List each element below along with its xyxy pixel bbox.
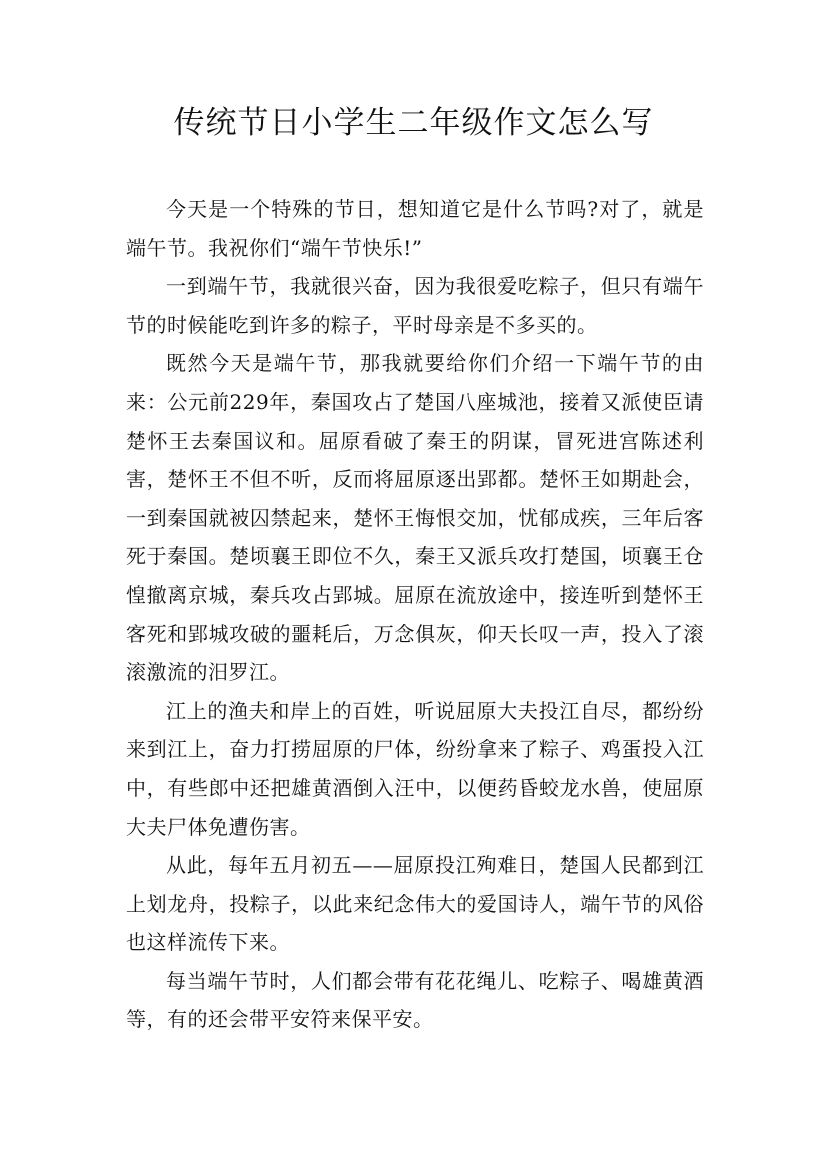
paragraph-4: 江上的渔夫和岸上的百姓，听说屈原大夫投江自尽，都纷纷来到江上，奋力打捞屈原的尸体，纷纷拿来了粽子、鸡蛋投入江中，有些郎中还把雄黄酒倒入汪中，以便药昏蛟龙水兽，使屈原大夫尸体免遭伤害。 <box>126 698 704 839</box>
document-body <box>126 190 704 1039</box>
document-title: 传统节日小学生二年级作文怎么写 <box>173 105 654 141</box>
paragraph-6: 每当端午节时，人们都会带有花花绳儿、吃粽子、喝雄黄酒等，有的还会带平安符来保平安。 <box>126 968 704 1032</box>
paragraph-2: 一到端午节，我就很兴奋，因为我很爱吃粽子，但只有端午节的时候能吃到许多的粽子，平时母亲是不多买的。 <box>126 274 704 337</box>
paragraph-3: 既然今天是端午节，那我就要给你们介绍一下端午节的由来：公元前229年，秦国攻占了楚国八座城池，接着又派使臣请楚怀王去秦国议和。屈原看破了秦王的阴谋，冒死进宫陈述利害，楚怀王不但不听，反而将屈原逐出郢都。楚怀王如期赴会，一到秦国就被囚禁起来，楚怀王悔恨交加，忧郁成疾，三年后客死于秦国。楚顷襄王即位不久，秦王又派兵攻打楚国，顷襄王仓惶撤离京城，秦兵攻占郢城。屈原在流放途中，接连听到楚怀王客死和郢城攻破的噩耗后，万念俱灰，仰天长叹一声，投入了滚滚激流的汨罗江。 <box>126 351 704 685</box>
paragraph-5: 从此，每年五月初五——屈原投江殉难日，楚国人民都到江上划龙舟，投粽子，以此来纪念伟大的爱国诗人，端午节的风俗也这样流传下来。 <box>126 853 704 955</box>
paragraph-1: 今天是一个特殊的节日，想知道它是什么节吗?对了，就是端午节。我祝你们“端午节快乐!” <box>126 197 704 260</box>
